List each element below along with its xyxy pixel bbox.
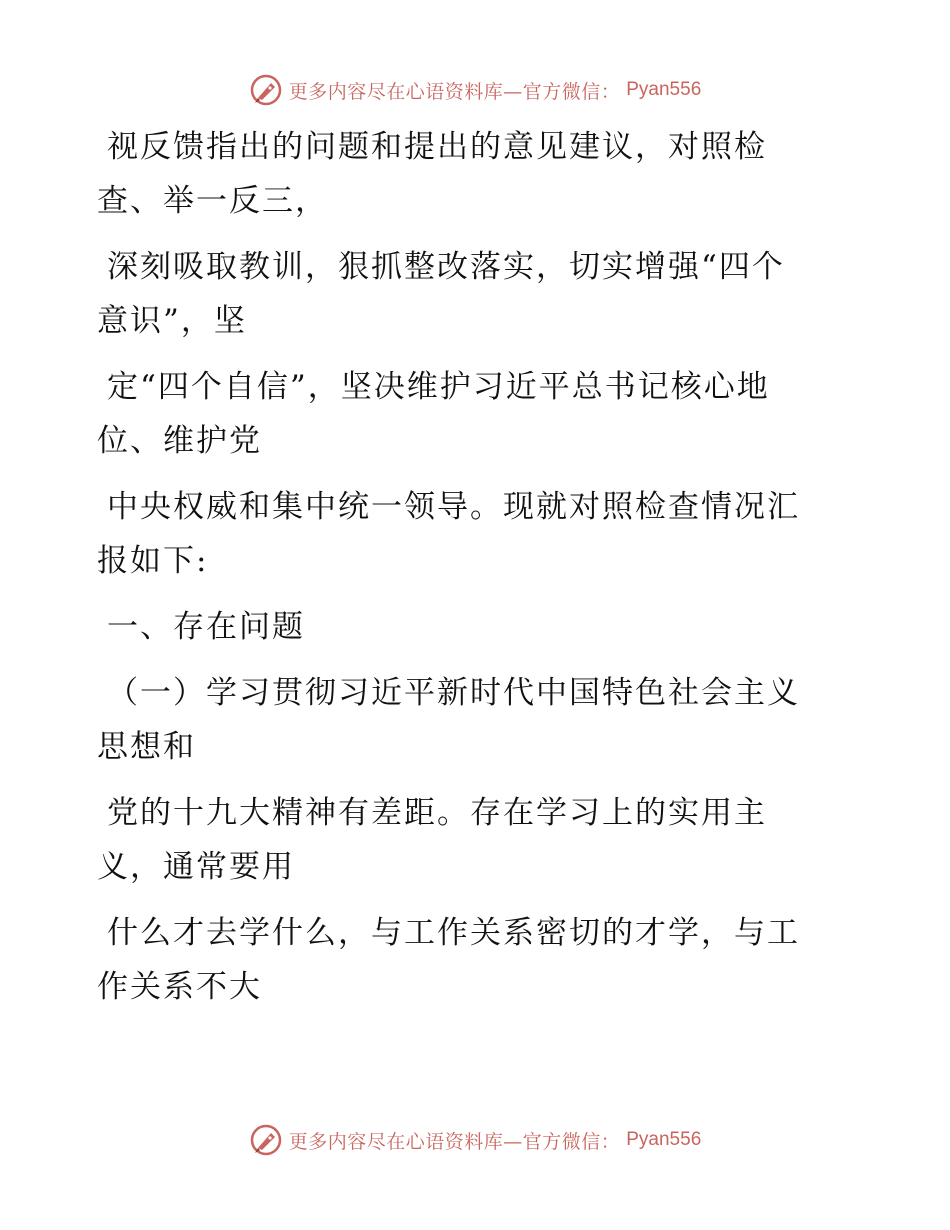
- text-line: 一、存在问题: [107, 609, 305, 645]
- footer-banner-wechat-id: Pyan556: [626, 1129, 702, 1150]
- header-banner: [0, 70, 950, 110]
- paragraph: [97, 600, 837, 654]
- footer-banner: [0, 1120, 950, 1160]
- paragraph: [97, 240, 837, 348]
- paragraph: [97, 786, 837, 894]
- fountain-pen-logo-icon: [249, 1123, 283, 1157]
- text-line: 义，通常要用: [97, 849, 295, 885]
- header-banner-text: 更多内容尽在心语资料库—官方微信：: [288, 80, 621, 103]
- text-line: 作关系不大: [97, 969, 262, 1005]
- footer-banner-text: 更多内容尽在心语资料库—官方微信：: [288, 1130, 621, 1153]
- text-line: （一）学习贯彻习近平新时代中国特色社会主义: [107, 675, 800, 711]
- paragraph: [97, 906, 837, 1014]
- text-line: 思想和: [97, 729, 196, 765]
- text-line: 深刻吸取教训，狠抓整改落实，切实增强“四个: [107, 249, 785, 285]
- paragraph: [97, 666, 837, 774]
- text-line: 视反馈指出的问题和提出的意见建议，对照检: [107, 129, 767, 165]
- text-line: 意识”，坚: [97, 303, 247, 339]
- document-body: [97, 120, 837, 1026]
- text-line: 报如下:: [97, 543, 209, 579]
- text-line: 定“四个自信”，坚决维护习近平总书记核心地: [107, 369, 770, 405]
- text-line: 位、维护党: [97, 423, 262, 459]
- paragraph: [97, 120, 837, 228]
- header-banner-wechat-id: Pyan556: [626, 79, 702, 100]
- paragraph: [97, 480, 837, 588]
- text-line: 什么才去学什么，与工作关系密切的才学，与工: [107, 915, 800, 951]
- text-line: 查、举一反三，: [97, 183, 328, 219]
- paragraph: [97, 360, 837, 468]
- fountain-pen-logo-icon: [249, 73, 283, 107]
- text-line: 党的十九大精神有差距。存在学习上的实用主: [107, 795, 767, 831]
- text-line: 中央权威和集中统一领导。现就对照检查情况汇: [107, 489, 800, 525]
